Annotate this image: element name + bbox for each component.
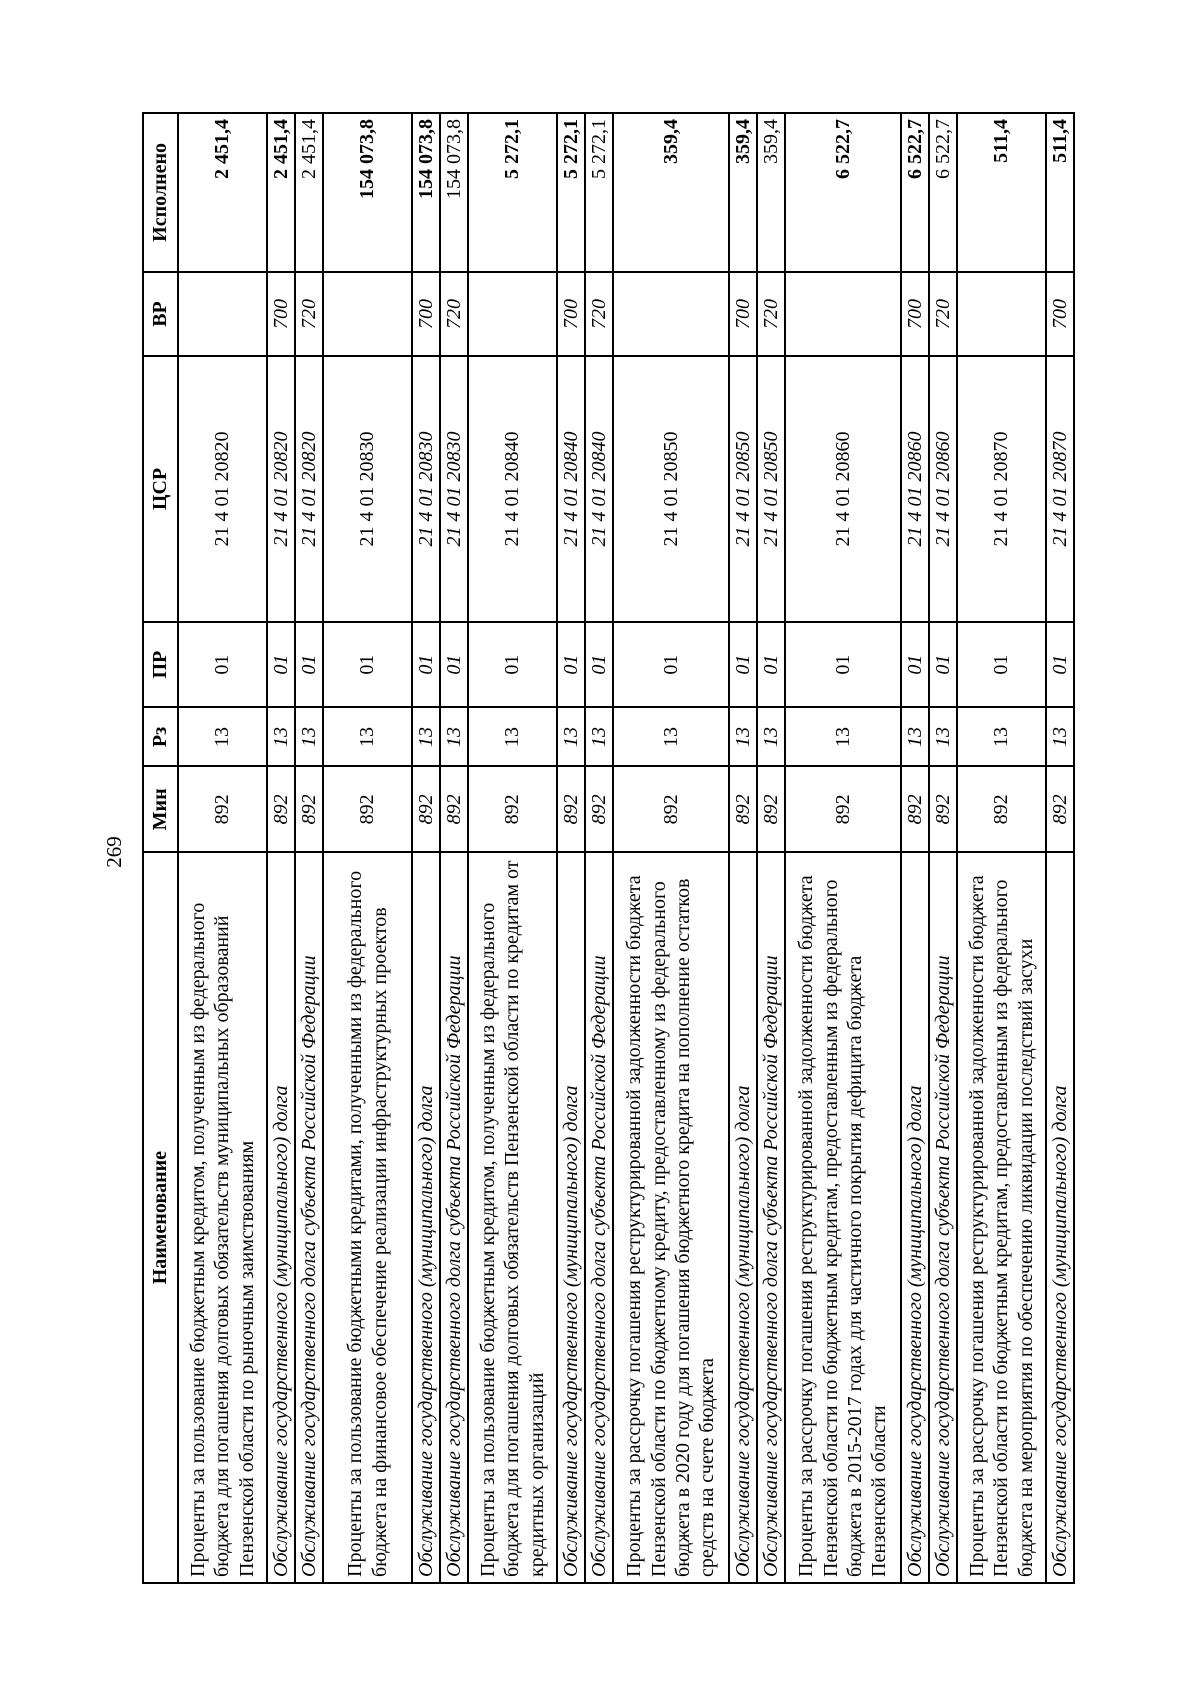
cell-name: Обслуживание государственного долга субъекта Российской Федерации <box>929 852 957 1583</box>
cell-csr: 21 4 01 20830 <box>412 356 440 622</box>
page-number: 269 <box>102 836 126 868</box>
cell-csr: 21 4 01 20820 <box>267 356 295 622</box>
cell-min: 892 <box>957 767 1046 853</box>
cell-min: 892 <box>267 767 295 853</box>
header-csr: ЦСР <box>143 356 178 622</box>
cell-min: 892 <box>901 767 929 853</box>
cell-vr: 720 <box>929 272 957 356</box>
cell-done: 511,4 <box>957 113 1046 272</box>
cell-name: Проценты за рассрочку погашения реструктурированной задолженности бюджета Пензенской области по бюджетным кредитам, предоставленным из федерального бюджета в 2015-2017 годах для частичного покрытия дефицита бюджета Пензенской области <box>785 852 901 1583</box>
header-min: Мин <box>143 767 178 853</box>
cell-min: 892 <box>557 767 585 853</box>
cell-csr: 21 4 01 20830 <box>323 356 412 622</box>
cell-csr: 21 4 01 20840 <box>468 356 557 622</box>
cell-min: 892 <box>613 767 729 853</box>
cell-done: 154 073,8 <box>323 113 412 272</box>
table-row <box>468 113 557 1583</box>
cell-done: 6 522,7 <box>929 113 957 272</box>
cell-name: Обслуживание государственного (муниципального) долга <box>729 852 757 1583</box>
cell-rz: 13 <box>267 707 295 766</box>
cell-done: 359,4 <box>757 113 785 272</box>
cell-min: 892 <box>323 767 412 853</box>
cell-rz: 13 <box>785 707 901 766</box>
cell-rz: 13 <box>901 707 929 766</box>
table-row <box>585 113 613 1583</box>
cell-vr <box>323 272 412 356</box>
cell-vr <box>957 272 1046 356</box>
cell-min: 892 <box>585 767 613 853</box>
header-done: Исполнено <box>143 113 178 272</box>
cell-csr: 21 4 01 20820 <box>295 356 323 622</box>
table-row <box>613 113 729 1583</box>
cell-rz: 13 <box>585 707 613 766</box>
table-row <box>785 113 901 1583</box>
cell-rz: 13 <box>729 707 757 766</box>
rotated-table-container <box>142 112 1072 1584</box>
cell-pr: 01 <box>323 622 412 708</box>
cell-pr: 01 <box>1046 622 1074 708</box>
cell-csr: 21 4 01 20840 <box>557 356 585 622</box>
header-rz: Рз <box>143 707 178 766</box>
cell-name: Обслуживание государственного долга субъекта Российской Федерации <box>440 852 468 1583</box>
table-row <box>557 113 585 1583</box>
cell-rz: 13 <box>929 707 957 766</box>
header-vr: ВР <box>143 272 178 356</box>
cell-pr: 01 <box>729 622 757 708</box>
cell-name: Проценты за рассрочку погашения реструктурированной задолженности бюджета Пензенской области по бюджетным кредитам, предоставленным из федерального бюджета на мероприятия по обеспечению ликвидации последствий засухи <box>957 852 1046 1583</box>
table-row <box>957 113 1046 1583</box>
cell-csr: 21 4 01 20860 <box>901 356 929 622</box>
cell-pr: 01 <box>412 622 440 708</box>
cell-done: 2 451,4 <box>267 113 295 272</box>
cell-name: Обслуживание государственного (муниципального) долга <box>267 852 295 1583</box>
cell-vr <box>613 272 729 356</box>
table-row <box>440 113 468 1583</box>
table-row <box>929 113 957 1583</box>
cell-pr: 01 <box>757 622 785 708</box>
cell-name: Обслуживание государственного долга субъекта Российской Федерации <box>757 852 785 1583</box>
cell-done: 2 451,4 <box>178 113 267 272</box>
cell-rz: 13 <box>468 707 557 766</box>
cell-rz: 13 <box>323 707 412 766</box>
budget-table <box>142 112 1075 1584</box>
cell-done: 5 272,1 <box>585 113 613 272</box>
cell-min: 892 <box>785 767 901 853</box>
cell-done: 154 073,8 <box>412 113 440 272</box>
cell-done: 359,4 <box>613 113 729 272</box>
cell-min: 892 <box>178 767 267 853</box>
cell-rz: 13 <box>957 707 1046 766</box>
cell-rz: 13 <box>757 707 785 766</box>
header-pr: ПР <box>143 622 178 708</box>
table-row <box>295 113 323 1583</box>
cell-name: Проценты за рассрочку погашения реструктурированной задолженности бюджета Пензенской области по бюджетному кредиту, предоставленному из федерального бюджета в 2020 году для погашения бюджетного кредита на пополнение остатков средств на счете бюджета <box>613 852 729 1583</box>
cell-name: Обслуживание государственного долга субъекта Российской Федерации <box>295 852 323 1583</box>
cell-csr: 21 4 01 20830 <box>440 356 468 622</box>
cell-vr: 700 <box>729 272 757 356</box>
cell-vr: 700 <box>267 272 295 356</box>
cell-csr: 21 4 01 20820 <box>178 356 267 622</box>
cell-csr: 21 4 01 20870 <box>1046 356 1074 622</box>
table-row <box>1046 113 1074 1583</box>
cell-pr: 01 <box>785 622 901 708</box>
cell-pr: 01 <box>178 622 267 708</box>
cell-rz: 13 <box>613 707 729 766</box>
cell-pr: 01 <box>613 622 729 708</box>
cell-name: Обслуживание государственного (муниципального) долга <box>1046 852 1074 1583</box>
cell-pr: 01 <box>929 622 957 708</box>
cell-min: 892 <box>1046 767 1074 853</box>
cell-csr: 21 4 01 20870 <box>957 356 1046 622</box>
cell-vr: 700 <box>901 272 929 356</box>
cell-vr: 700 <box>557 272 585 356</box>
cell-name: Проценты за пользование бюджетными кредитами, полученными из федерального бюджета на финансовое обеспечение реализации инфраструктурных проектов <box>323 852 412 1583</box>
cell-vr <box>468 272 557 356</box>
cell-rz: 13 <box>557 707 585 766</box>
cell-min: 892 <box>729 767 757 853</box>
table-row <box>757 113 785 1583</box>
cell-vr <box>785 272 901 356</box>
cell-rz: 13 <box>1046 707 1074 766</box>
cell-csr: 21 4 01 20850 <box>757 356 785 622</box>
cell-pr: 01 <box>557 622 585 708</box>
cell-done: 6 522,7 <box>901 113 929 272</box>
table-row <box>901 113 929 1583</box>
cell-min: 892 <box>757 767 785 853</box>
cell-pr: 01 <box>468 622 557 708</box>
cell-done: 6 522,7 <box>785 113 901 272</box>
cell-vr: 720 <box>757 272 785 356</box>
cell-pr: 01 <box>585 622 613 708</box>
cell-pr: 01 <box>267 622 295 708</box>
cell-name: Обслуживание государственного (муниципального) долга <box>557 852 585 1583</box>
cell-name: Обслуживание государственного долга субъекта Российской Федерации <box>585 852 613 1583</box>
cell-rz: 13 <box>295 707 323 766</box>
cell-done: 2 451,4 <box>295 113 323 272</box>
cell-name: Обслуживание государственного (муниципального) долга <box>901 852 929 1583</box>
cell-pr: 01 <box>295 622 323 708</box>
cell-rz: 13 <box>178 707 267 766</box>
cell-done: 359,4 <box>729 113 757 272</box>
cell-name: Проценты за пользование бюджетным кредитом, полученным из федерального бюджета для погашения долговых обязательств Пензенской области по кредитам от кредитных организаций <box>468 852 557 1583</box>
cell-pr: 01 <box>440 622 468 708</box>
cell-csr: 21 4 01 20850 <box>613 356 729 622</box>
cell-vr: 700 <box>412 272 440 356</box>
cell-csr: 21 4 01 20860 <box>785 356 901 622</box>
cell-min: 892 <box>929 767 957 853</box>
cell-vr <box>178 272 267 356</box>
cell-name: Проценты за пользование бюджетным кредитом, полученным из федерального бюджета для погашения долговых обязательств муниципальных образований Пензенской области по рыночным заимствованиям <box>178 852 267 1583</box>
cell-min: 892 <box>440 767 468 853</box>
cell-min: 892 <box>468 767 557 853</box>
cell-vr: 720 <box>440 272 468 356</box>
cell-vr: 720 <box>585 272 613 356</box>
cell-done: 511,4 <box>1046 113 1074 272</box>
cell-csr: 21 4 01 20850 <box>729 356 757 622</box>
table-row <box>412 113 440 1583</box>
table-header-row <box>143 113 178 1583</box>
cell-done: 5 272,1 <box>557 113 585 272</box>
table-row <box>267 113 295 1583</box>
header-name: Наименование <box>143 852 178 1583</box>
cell-name: Обслуживание государственного (муниципального) долга <box>412 852 440 1583</box>
table-row <box>323 113 412 1583</box>
cell-vr: 700 <box>1046 272 1074 356</box>
cell-min: 892 <box>295 767 323 853</box>
cell-rz: 13 <box>440 707 468 766</box>
cell-pr: 01 <box>901 622 929 708</box>
cell-done: 5 272,1 <box>468 113 557 272</box>
cell-pr: 01 <box>957 622 1046 708</box>
cell-csr: 21 4 01 20860 <box>929 356 957 622</box>
cell-min: 892 <box>412 767 440 853</box>
table-row <box>729 113 757 1583</box>
cell-vr: 720 <box>295 272 323 356</box>
cell-done: 154 073,8 <box>440 113 468 272</box>
cell-rz: 13 <box>412 707 440 766</box>
table-row <box>178 113 267 1583</box>
cell-csr: 21 4 01 20840 <box>585 356 613 622</box>
